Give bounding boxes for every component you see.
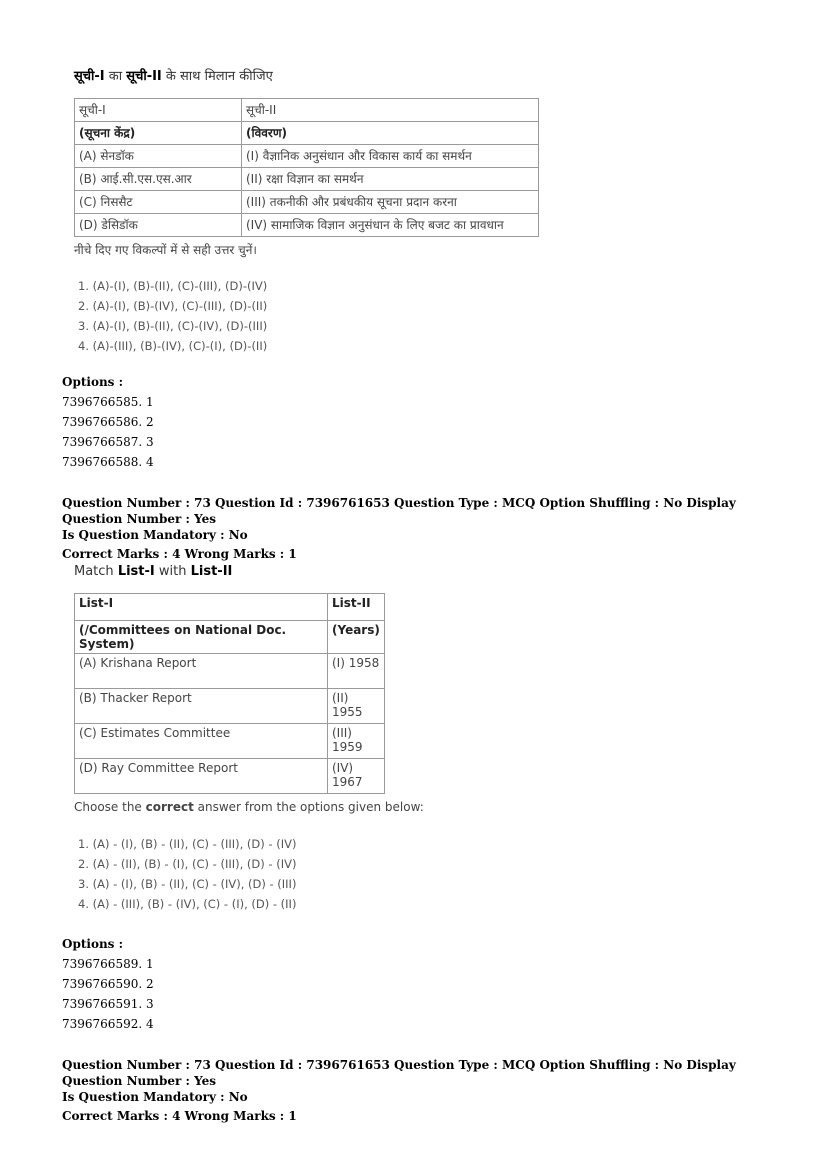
table-row: (A) सेनडॉक (I) वैज्ञानिक अनुसंधान और विकास कार्य का समर्थन	[75, 145, 539, 168]
table-header-row: List-I List-II	[75, 594, 385, 621]
option-item: 7396766586. 2	[62, 415, 154, 429]
list-item: 4. (A) - (III), (B) - (IV), (C) - (I), (D) - (II)	[78, 897, 297, 911]
option-item: 7396766589. 1	[62, 957, 154, 971]
option-item: 7396766590. 2	[62, 977, 154, 991]
option-item: 7396766588. 4	[62, 455, 154, 469]
table-row: (D) डेसिडॉक (IV) सामाजिक विज्ञान अनुसंधान के लिए बजट का प्रावधान	[75, 214, 539, 237]
options-label: Options :	[62, 937, 124, 951]
question-mandatory-line: Is Question Mandatory : No	[62, 528, 248, 542]
table-row: (C) Estimates Committee (III) 1959	[75, 724, 385, 759]
options-block-1	[62, 372, 154, 472]
hindi-match-table	[74, 98, 539, 237]
list-item: 4. (A)-(III), (B)-(IV), (C)-(I), (D)-(II)	[78, 339, 268, 353]
option-item: 7396766591. 3	[62, 997, 154, 1011]
english-question-title: Match List-I with List-II	[74, 564, 233, 579]
options-block-2	[62, 934, 154, 1034]
english-question-image	[74, 564, 434, 914]
table-header-row: सूची-I सूची-II	[75, 99, 539, 122]
hindi-answer-list	[74, 276, 544, 356]
list-item: 3. (A)-(I), (B)-(II), (C)-(IV), (D)-(III)	[78, 319, 268, 333]
hindi-question-title: सूची-I का सूची-II के साथ मिलान कीजिए	[74, 69, 273, 84]
table-subheader-row: (सूचना केंद्र) (विवरण)	[75, 122, 539, 145]
options-label: Options :	[62, 375, 124, 389]
option-item: 7396766592. 4	[62, 1017, 154, 1031]
english-instruction: Choose the correct answer from the options given below:	[74, 800, 424, 814]
option-item: 7396766587. 3	[62, 435, 154, 449]
question-meta-1	[62, 495, 782, 562]
option-item: 7396766585. 1	[62, 395, 154, 409]
hindi-question-image	[74, 66, 544, 356]
table-subheader-row: (/Committees on National Doc. System) (Years)	[75, 621, 385, 654]
list-item: 1. (A)-(I), (B)-(II), (C)-(III), (D)-(IV)	[78, 279, 268, 293]
table-row: (A) Krishana Report (I) 1958	[75, 654, 385, 689]
question-marks-line: Correct Marks : 4 Wrong Marks : 1	[62, 1109, 297, 1123]
question-mandatory-line: Is Question Mandatory : No	[62, 1090, 248, 1104]
question-header-line: Question Number : 73 Question Id : 7396761653 Question Type : MCQ Option Shuffling : No Display Question Number : Yes	[62, 496, 736, 526]
table-row: (B) Thacker Report (II) 1955	[75, 689, 385, 724]
table-row: (D) Ray Committee Report (IV) 1967	[75, 759, 385, 794]
list-item: 2. (A) - (II), (B) - (I), (C) - (III), (D) - (IV)	[78, 857, 297, 871]
list-item: 3. (A) - (I), (B) - (II), (C) - (IV), (D) - (III)	[78, 877, 297, 891]
list-item: 1. (A) - (I), (B) - (II), (C) - (III), (D) - (IV)	[78, 837, 297, 851]
english-answer-list	[74, 834, 434, 914]
english-match-table	[74, 593, 385, 794]
table-row: (B) आई.सी.एस.एस.आर (II) रक्षा विज्ञान का समर्थन	[75, 168, 539, 191]
question-marks-line: Correct Marks : 4 Wrong Marks : 1	[62, 547, 297, 561]
list-item: 2. (A)-(I), (B)-(IV), (C)-(III), (D)-(II)	[78, 299, 268, 313]
table-row: (C) निससैट (III) तकनीकी और प्रबंधकीय सूचना प्रदान करना	[75, 191, 539, 214]
question-header-line: Question Number : 73 Question Id : 7396761653 Question Type : MCQ Option Shuffling : No Display Question Number : Yes	[62, 1058, 736, 1088]
hindi-instruction: नीचे दिए गए विकल्पों में से सही उत्तर चुनें।	[74, 243, 257, 257]
question-meta-2	[62, 1057, 782, 1124]
